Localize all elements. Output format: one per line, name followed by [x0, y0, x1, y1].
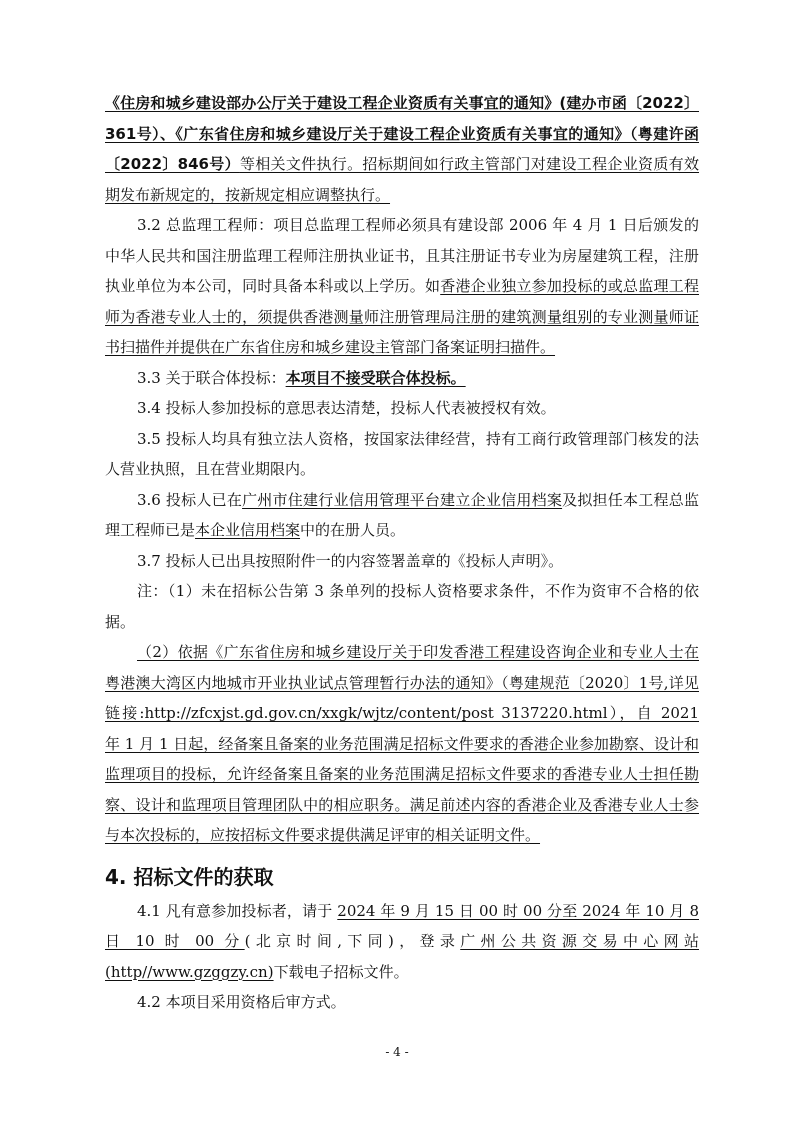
section-4-heading: 4. 招标文件的获取	[105, 864, 274, 889]
note-2-text: （2）依据《广东省住房和城乡建设厅关于印发香港工程建设咨询企业和专业人士在粤港澳大湾区内地城市开业执业试点管理暂行办法的通知》（粤建规范〔2020〕1号,详见链接:http://zfcxjst.gd.gov.cn/xxgk/wjtz/content/post_3137220.html），自 2021 年 1 月 1 日起，经备案且备案的业务范围满足招标文件要求的香港企业参加勘察、设计和监理项目的投标，允许经备案且备案的业务范围满足招标文件要求的香港专业人士担任勘察、设计和监理项目管理团队中的相应职务。满足前述内容的香港企业及香港专业人士参与本次投标的，应按招标文件要求提供满足评审的相关证明文件。	[105, 643, 699, 844]
trading-center-url[interactable]: (http//www.gzggzy.cn)	[105, 962, 274, 981]
note-2	[105, 637, 699, 851]
consortium-statement: 本项目不接受联合体投标。	[285, 368, 466, 387]
text-span: 3.6 投标人已在	[137, 490, 243, 509]
text-span-underlined: 香港企业独立参加投标的或总监理工程师为香港专业人士的，须提供香港测量师注册管理局注册的建筑测量组别的专业测量师证书扫描件并提供在广东省住房和城乡建设主管部门备案证明扫描件。	[105, 277, 699, 356]
paragraph-3-5: 3.5 投标人均具有独立法人资格，按国家法律经营，持有工商行政管理部门核发的法人营业执照，且在营业期限内。	[105, 429, 699, 478]
trading-center-link[interactable]: 广州公共资源交易中心网站	[460, 932, 699, 950]
paragraph-3-7: 3.7 投标人已出具按照附件一的内容签署盖章的《投标人声明》。	[137, 551, 564, 570]
text-span: (北京时间,下同)，登录	[244, 932, 461, 950]
paragraph-4-1	[105, 896, 699, 988]
paragraph-3-3	[105, 363, 699, 394]
text-span: 等相关文件执行。招标期间如行政主管部门对建设工程企业资质有效期发布新规定的，按新规定相应调整执行。	[105, 155, 699, 204]
paragraph-qualification-basis	[105, 88, 699, 210]
text-span: 中的在册人员。	[300, 521, 406, 539]
paragraph-3-4: 3.4 投标人参加投标的意思表达清楚，投标人代表被授权有效。	[137, 399, 556, 417]
page-number: - 4 -	[385, 1045, 409, 1059]
text-span: 3.2 总监理工程师：项目总监理工程师必须具有建设部 2006 年 4 月 1 日后颁发的中华人民共和国注册监理工程师注册执业证书，且其注册证书专业为房屋建筑工程，注册执业单位为本公司，同时具备本科或以上学历。如	[105, 216, 699, 295]
text-span: 3.3 关于联合体投标：	[137, 368, 286, 387]
paragraph-3-6	[105, 485, 699, 546]
document-body	[105, 88, 699, 1018]
download-period: 2024 年 9 月 15 日 00 时 00 分至 2024 年 10 月 8 日 10 时 00 分	[105, 901, 699, 950]
credit-file-text: 本企业信用档案	[195, 521, 301, 539]
text-span: 4.1 凡有意参加投标者，请于	[137, 901, 338, 920]
credit-platform-text: 广州市住建行业信用管理平台建立企业信用档案	[242, 490, 563, 509]
note-1: 注：（1）未在招标公告第 3 条单列的投标人资格要求条件，不作为资审不合格的依据。	[105, 582, 699, 631]
regulation-references: 《住房和城乡建设部办公厅关于建设工程企业资质有关事宜的通知》(建办市函〔2022〕361号）、《广东省住房和城乡建设厅关于建设工程企业资质有关事宜的通知》（粤建许函〔2022〕846号）	[105, 94, 699, 173]
paragraph-3-2	[105, 210, 699, 363]
text-span: 及拟担任本工程总监理工程师已是	[105, 490, 699, 539]
text-span: 下载电子招标文件。	[273, 962, 409, 981]
paragraph-4-2: 4.2 本项目采用资格后审方式。	[137, 993, 346, 1011]
